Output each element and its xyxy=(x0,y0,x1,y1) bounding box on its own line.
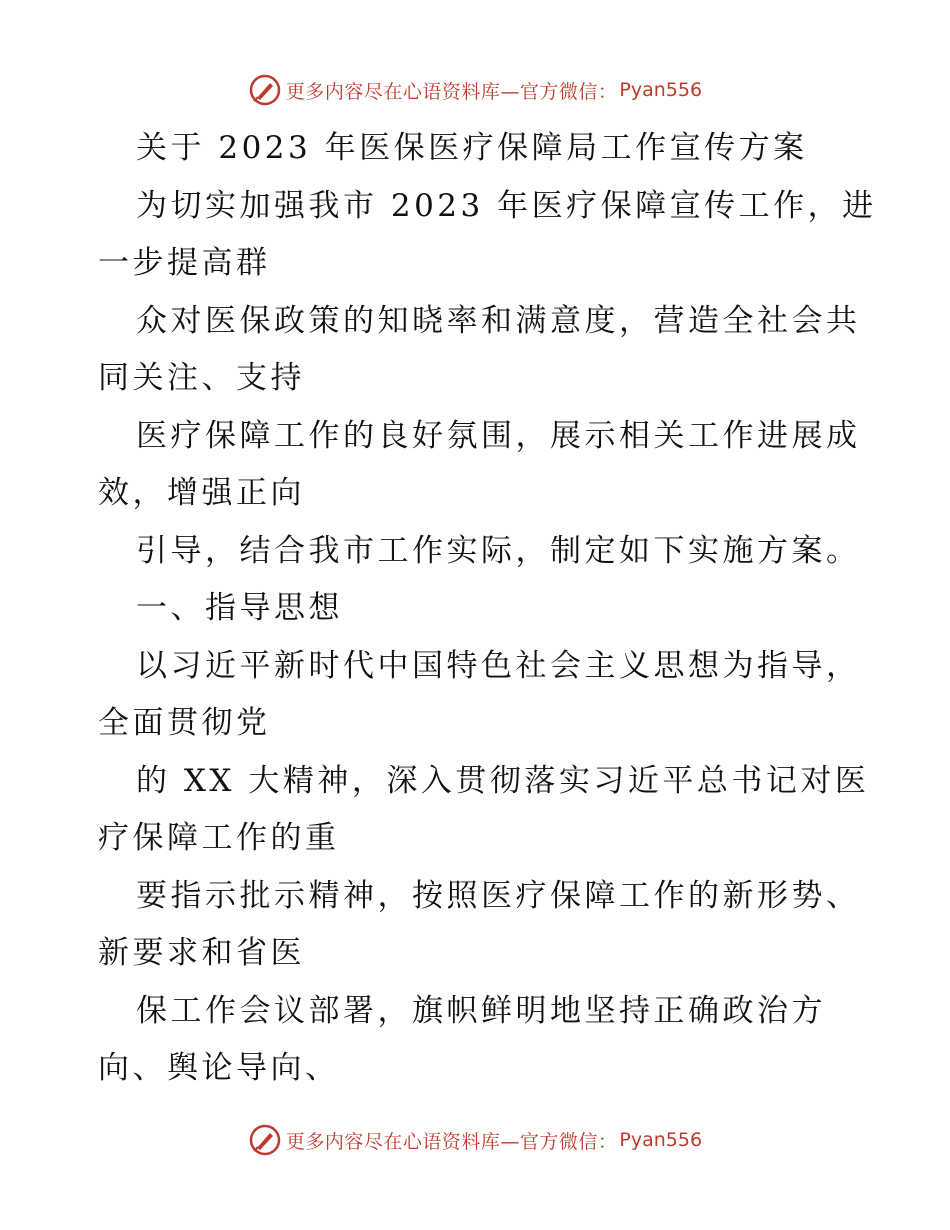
paragraph-line: 要指示批示精神，按照医疗保障工作的新形势、 xyxy=(136,877,861,914)
paragraph-line: 新要求和省医 xyxy=(98,935,305,971)
header-watermark-banner xyxy=(0,70,950,110)
paragraph-line: 向、舆论导向、 xyxy=(98,1050,340,1086)
paragraph-line: 保工作会议部署，旗帜鲜明地坚持正确政治方 xyxy=(136,992,826,1029)
watermark-text: 更多内容尽在心语资料库—官方微信： xyxy=(285,1130,618,1153)
paragraph-line: 一步提高群 xyxy=(98,245,271,281)
pen-logo-icon xyxy=(248,73,282,107)
paragraph-line: 为切实加强我市 2023 年医疗保障宣传工作，进 xyxy=(136,187,877,224)
watermark-wechat-id: Pyan556 xyxy=(619,1129,703,1151)
pen-logo-icon xyxy=(248,1123,282,1157)
paragraph-line: 的 XX 大精神，深入贯彻落实习近平总书记对医 xyxy=(136,762,870,799)
paragraph-line: 以习近平新时代中国特色社会主义思想为指导， xyxy=(136,647,861,684)
section-heading: 一、指导思想 xyxy=(136,590,343,626)
watermark-text: 更多内容尽在心语资料库—官方微信： xyxy=(285,80,618,103)
document-body xyxy=(98,120,877,1098)
paragraph-line: 全面贯彻党 xyxy=(98,705,271,741)
paragraph-line: 医疗保障工作的良好氛围，展示相关工作进展成 xyxy=(136,417,861,454)
watermark-wechat-id: Pyan556 xyxy=(619,79,703,101)
paragraph-line: 众对医保政策的知晓率和满意度，营造全社会共 xyxy=(136,302,861,339)
paragraph-line: 效，增强正向 xyxy=(98,475,305,511)
paragraph-line: 引导，结合我市工作实际，制定如下实施方案。 xyxy=(136,532,861,569)
paragraph-line: 疗保障工作的重 xyxy=(98,820,340,856)
footer-watermark-banner xyxy=(0,1120,950,1160)
paragraph-line: 同关注、支持 xyxy=(98,360,305,396)
document-title: 关于 2023 年医保医疗保障局工作宣传方案 xyxy=(136,130,808,166)
